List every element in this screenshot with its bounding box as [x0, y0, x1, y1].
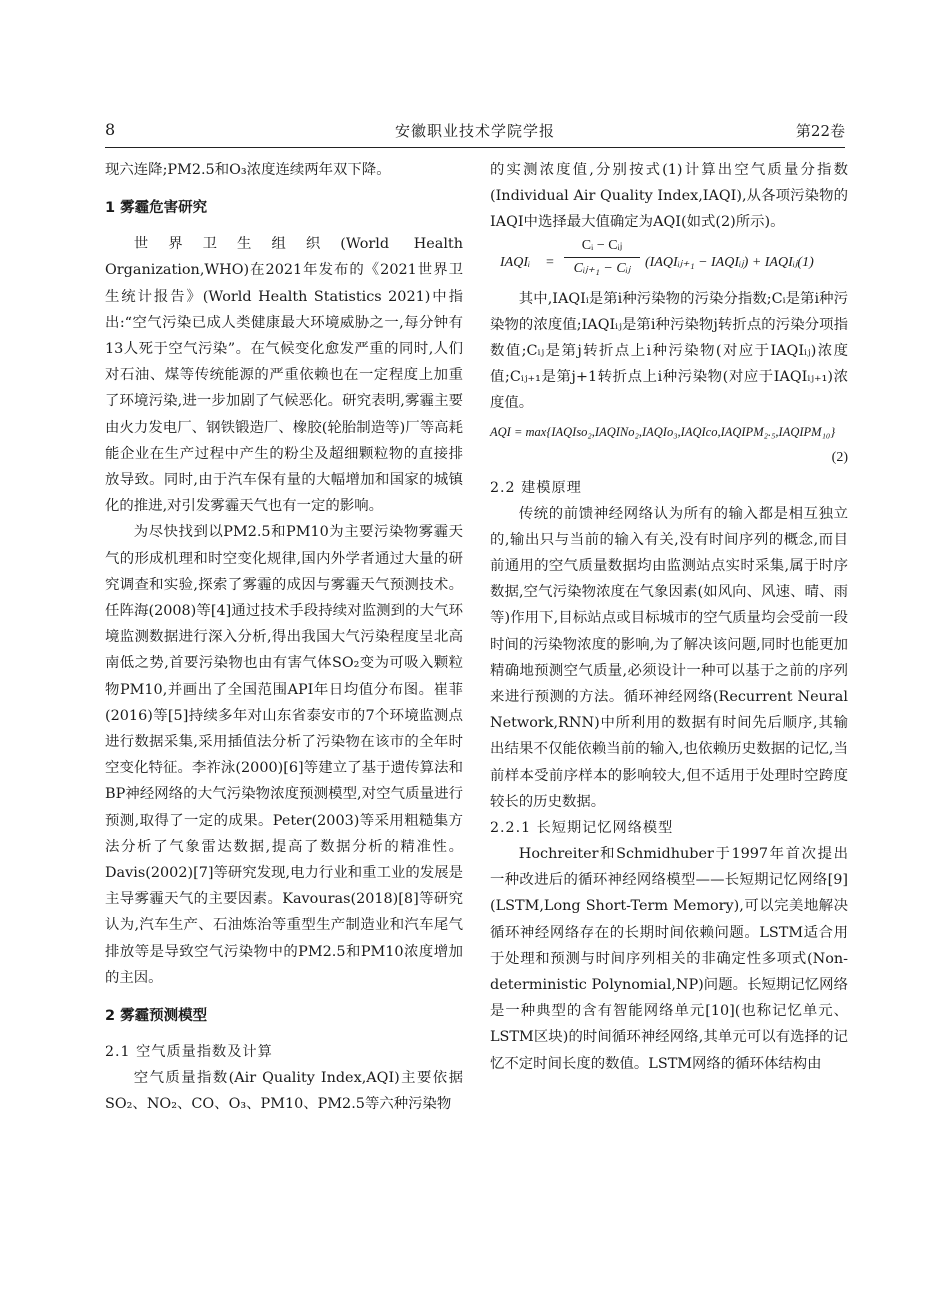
- section-1-paragraph-2: 为尽快找到以PM2.5和PM10为主要污染物雾霾天气的形成机理和时空变化规律,国内外学者通过大量的研究调查和实验,探索了雾霾的成因与雾霾天气预测技术。任阵海(2008)等[4]通过技术手段持续对监测到的大气环境监测数据进行深入分析,得出我国大气污染程度呈北高南低之势,首要污染物也由有害气体SO₂变为可吸入颗粒物PM10,并画出了全国范围API年日均值分布图。崔菲(2016)等[5]持续多年对山东省泰安市的7个环境监测点进行数据采集,采用插值法分析了污染物在该市的全年时空变化特征。李祚泳(2000)[6]等建立了基于遗传算法和BP神经网络的大气污染物浓度预测模型,对空气质量进行预测,取得了一定的成果。Peter(2003)等采用粗糙集方法分析了气象雷达数据,提高了数据分析的精准性。Davis(2002)[7]等研究发现,电力行业和重工业的发展是主导雾霾天气的主要因素。Kavouras(2018)[8]等研究认为,汽车生产、石油炼治等重型生产制造业和汽车尾气排放等是导致空气污染物中的PM2.5和PM10浓度增加的主因。: [105, 524, 463, 986]
- formula-1-denominator: Cᵢⱼ₊₁ − Cᵢⱼ: [573, 260, 631, 276]
- journal-title: 安徽职业技术学院学报: [394, 122, 555, 140]
- volume-label: 第22卷: [795, 122, 845, 140]
- section-2-2-1-paragraph: Hochreiter和Schmidhuber于1997年首次提出一种改进后的循环神经网络模型——长短期记忆网络[9](LSTM,Long Short-Term Memory),可以完美地解决循环神经网络存在的长期时间依赖问题。LSTM适合用于处理和预测与时间序列相关的非确定性多项式(Non-deterministic Polynomial,NP)问题。长短期记忆网络是一种典型的含有智能网络单元[10](也称记忆单元、LSTM区块)的时间循环神经网络,其单元可以有选择的记忆不定时间长度的数值。LSTM网络的循环体结构由: [490, 846, 848, 1072]
- section-2-2-1-heading: 2.2.1 长短期记忆网络模型: [490, 820, 674, 837]
- section-2-1-paragraph: 空气质量指数(Air Quality Index,AQI)主要依据SO₂、NO₂、CO、O₃、PM10、PM2.5等六种污染物: [105, 1070, 463, 1113]
- formula-2-body: AQI = max{IAQIso₂,IAQINo₂,IAQIo₃,IAQIco,IAQIPM₂.₅,IAQIPM₁₀}: [490, 424, 836, 439]
- section-2-1-heading: 2.1 空气质量指数及计算: [105, 1044, 273, 1061]
- header-rule: [105, 147, 845, 148]
- section-2-2-heading: 2.2 建模原理: [490, 479, 582, 496]
- fraction-bar: [564, 257, 640, 258]
- section-1-heading: 1 雾霾危害研究: [105, 200, 208, 217]
- formula-1-lhs: IAQIᵢ: [500, 254, 531, 270]
- left-column: [105, 157, 463, 1118]
- section-1-paragraph-1: 世界卫生组织(World Health Organization,WHO)在2021年发布的《2021世界卫生统计报告》(World Health Statistics 2021)中指出:“空气污染已成人类健康最大环境威胁之一,每分钟有13人死于空气污染”。在气候变化愈发严重的同时,人们对石油、煤等传统能源的严重依赖也在一定程度上加重了环境污染,进一步加剧了气候恶化。研究表明,雾霾主要由火力发电厂、钢铁锻造厂、橡胶(轮胎制造等)厂等高耗能企业在生产过程中产生的粉尘及超细颗粒物的直接排放导致。同时,由于汽车保有量的大幅增加和国家的城镇化的推进,对引发雾霾天气也有一定的影响。: [105, 236, 463, 515]
- formula-1-explanation: 其中,IAQIᵢ是第i种污染物的污染分指数;Cᵢ是第i种污染物的浓度值;IAQIᵢⱼ是第i种污染物j转折点的污染分项指数值;Cᵢⱼ是第j转折点上i种污染物(对应于IAQIᵢⱼ)浓度值;Cᵢⱼ₊₁是第j+1转折点上i种污染物(对应于IAQIᵢⱼ₊₁)浓度值。: [490, 290, 848, 412]
- formula-2-number: (2): [831, 449, 848, 465]
- formula-2: [490, 417, 848, 475]
- section-2-heading: 2 雾霾预测模型: [105, 1008, 208, 1025]
- formula-1-equals: =: [546, 254, 554, 270]
- section-2-2-paragraph: 传统的前馈神经网络认为所有的输入都是相互独立的,输出只与当前的输入有关,没有时间序列的概念,而目前通用的空气质量数据均由监测站点实时采集,属于时序数据,空气污染物浓度在气象因素(如风向、风速、晴、雨等)作用下,目标站点或目标城市的空气质量均会受前一段时间的污染物浓度的影响,为了解决该问题,同时也能更加精确地预测空气质量,必须设计一种可以基于之前的序列来进行预测的方法。循环神经网络(Recurrent Neural Network,RNN)中所利用的数据有时间先后顺序,其输出结果不仅能依赖当前的输入,也依赖历史数据的记忆,当前样本受前序样本的影响较大,但不适用于处理时空跨度较长的历史数据。: [490, 505, 848, 810]
- formula-1-numerator: Cᵢ − Cᵢⱼ: [581, 237, 623, 253]
- formula-1: [490, 236, 848, 286]
- aqi-continuation: 的实测浓度值,分别按式(1)计算出空气质量分指数(Individual Air Quality Index,IAQI),从各项污染物的IAQI中选择最大值确定为AQI(如式(2)所示)。: [490, 162, 848, 231]
- formula-1-rest: (IAQIᵢⱼ₊₁ − IAQIᵢⱼ) + IAQIᵢⱼ(1): [645, 254, 814, 270]
- page-number: 8: [105, 120, 116, 139]
- running-header: [105, 120, 845, 144]
- right-column: [490, 157, 848, 1077]
- formula-1-fraction: [564, 236, 640, 279]
- intro-line: 现六连降;PM2.5和O₃浓度连续两年双下降。: [105, 162, 391, 178]
